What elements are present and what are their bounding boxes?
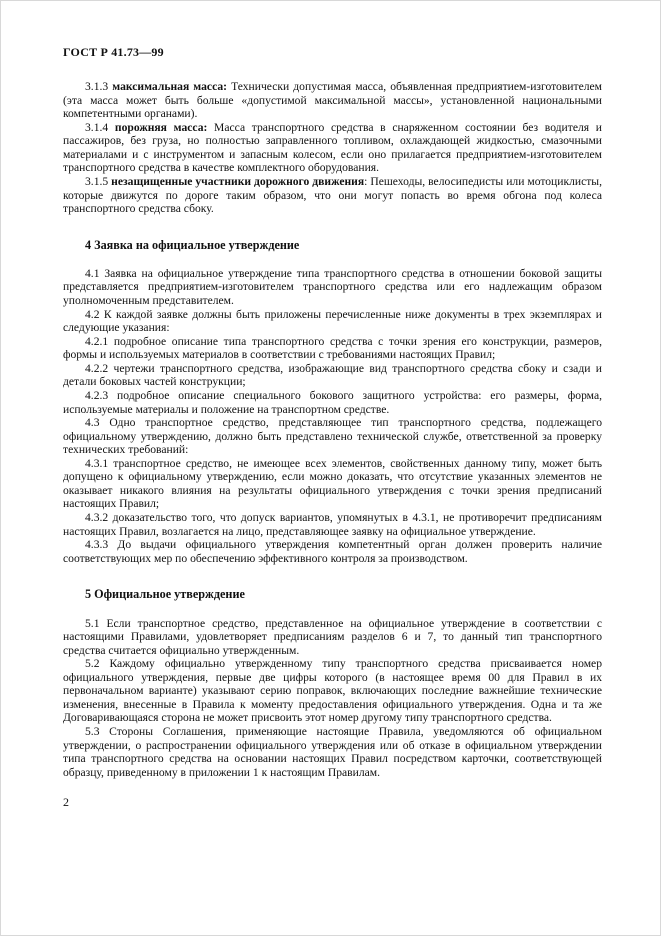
page — [1, 1, 660, 779]
text-segment: : Пешеходы, велосипедисты или мотоциклисты, которые движутся по дороге таким образом, что они могут попасть во время обгона под колеса транспортного средства сбоку. — [63, 174, 602, 216]
section-heading: 5 Официальное утверждение — [85, 587, 245, 602]
text-segment: 3.1.5 — [85, 174, 112, 188]
text-segment: Масса транспортного средства в снаряженном состоянии без водителя и пассажиров, без груза, но полностью заправленного топливом, охлаждающей жидкостью, смазочными материалами и с инструментом и запасным колесом, если оно прилагается предприятием-изготовителем транспортного средства в качестве комплектного оборудования. — [63, 120, 602, 175]
paragraph — [63, 80, 602, 121]
text-segment: 4.2 К каждой заявке должны быть приложены перечисленные ниже документы в трех экземплярах и следующие указания: — [63, 307, 602, 335]
text-segment: 4.2.3 подробное описание специального бокового защитного устройства: его размеры, форма, используемые материалы и положение на транспортном средстве. — [63, 388, 602, 416]
text-segment: 4.2.1 подробное описание типа транспортного средства с точки зрения его конструкции, размеров, формы и используемых материалов в соответствии с требованиями настоящих Правил; — [63, 334, 602, 362]
paragraph — [63, 725, 602, 779]
text-segment: 5.1 Если транспортное средство, представленное на официальное утверждение в соответствии с настоящими Правилами, удовлетворяет предписаниям разделов 6 и 7, то данный тип транспортного средства считается официально утвержденным. — [63, 616, 602, 657]
text-segment: 4.3.3 До выдачи официального утверждения компетентный орган должен проверить наличие соответствующих мер по обеспечению эффективного контроля за производством. — [63, 538, 602, 565]
paragraph — [63, 121, 602, 175]
term-bold: порожняя масса: — [114, 120, 208, 134]
text-segment: 5.3 Стороны Соглашения, применяющие настоящие Правила, уведомляются об официальном утверждении, о распространении официального утверждения или об отказе в официальном утверждении типа транспортного средства на основании настоящих Правил посредством карточки, соответствующей образцу, приведенному в приложении 1 к настоящим Правилам. — [63, 725, 602, 779]
paragraph — [63, 416, 602, 457]
text-segment: 4.2.2 чертежи транспортного средства, изображающие вид транспортного средства сбоку и сзади и детали боковых частей конструкции; — [63, 361, 602, 389]
text-segment: 4.1 Заявка на официальное утверждение типа транспортного средства в отношении боковой защиты представляется предприятием-изготовителем транспортного средства или его надлежащим образом уполномоченным представителем. — [63, 266, 602, 308]
paragraph — [63, 267, 602, 308]
paragraph — [63, 362, 602, 389]
paragraph — [63, 657, 602, 725]
page-number: 2 — [63, 795, 69, 810]
text-segment: 3.1.4 — [85, 120, 115, 134]
text-segment: 3.1.3 — [85, 80, 113, 93]
term-bold: максимальная масса: — [112, 80, 228, 93]
paragraph — [63, 335, 602, 362]
section-heading: 4 Заявка на официальное утверждение — [85, 237, 300, 252]
document-content — [63, 80, 602, 779]
paragraph — [63, 457, 602, 511]
text-segment: 4.3 Одно транспортное средство, представляющее тип транспортного средства, подлежащего официальному утверждению, должно быть представлено технической службе, ответственной за проверку технических требований: — [63, 416, 602, 457]
paragraph — [63, 175, 602, 216]
document-standard-number: ГОСТ Р 41.73—99 — [63, 45, 164, 59]
text-segment: 5.2 Каждому официально утвержденному типу транспортного средства присваивается номер официального утверждения, первые две цифры которого (в настоящее время 00 для Правил в их первоначальном варианте) указывают серию поправок, включающих последние важнейшие технические изменения, внесенные в Правила к моменту предоставления официального утверждения. Одна и та же Договаривающаяся сторона не может присвоить этот номер другому типу транспортного средства. — [63, 657, 602, 725]
paragraph — [63, 308, 602, 335]
text-segment: Технически допустимая масса, объявленная предприятием-изготовителем (эта масса может быть больше «допустимой максимальной массы», установленной национальными компетентными органами). — [63, 80, 602, 121]
paragraph — [63, 389, 602, 416]
text-segment: 4.3.1 транспортное средство, не имеющее всех элементов, свойственных данному типу, может быть допущено к официальному утверждению, если можно доказать, что отсутствие указанных элементов не оказывает никакого влияния на результаты официального утверждения с точки зрения предписаний настоящих Правил; — [63, 456, 602, 511]
term-bold: незащищенные участники дорожного движения — [111, 174, 365, 188]
paragraph — [63, 538, 602, 565]
paragraph — [63, 511, 602, 538]
text-segment: 4.3.2 доказательство того, что допуск вариантов, упомянутых в 4.3.1, не противоречит предписаниям настоящих Правил, возлагается на лицо, представляющее заявку на официальное утверждение. — [63, 511, 602, 538]
paragraph — [63, 617, 602, 658]
